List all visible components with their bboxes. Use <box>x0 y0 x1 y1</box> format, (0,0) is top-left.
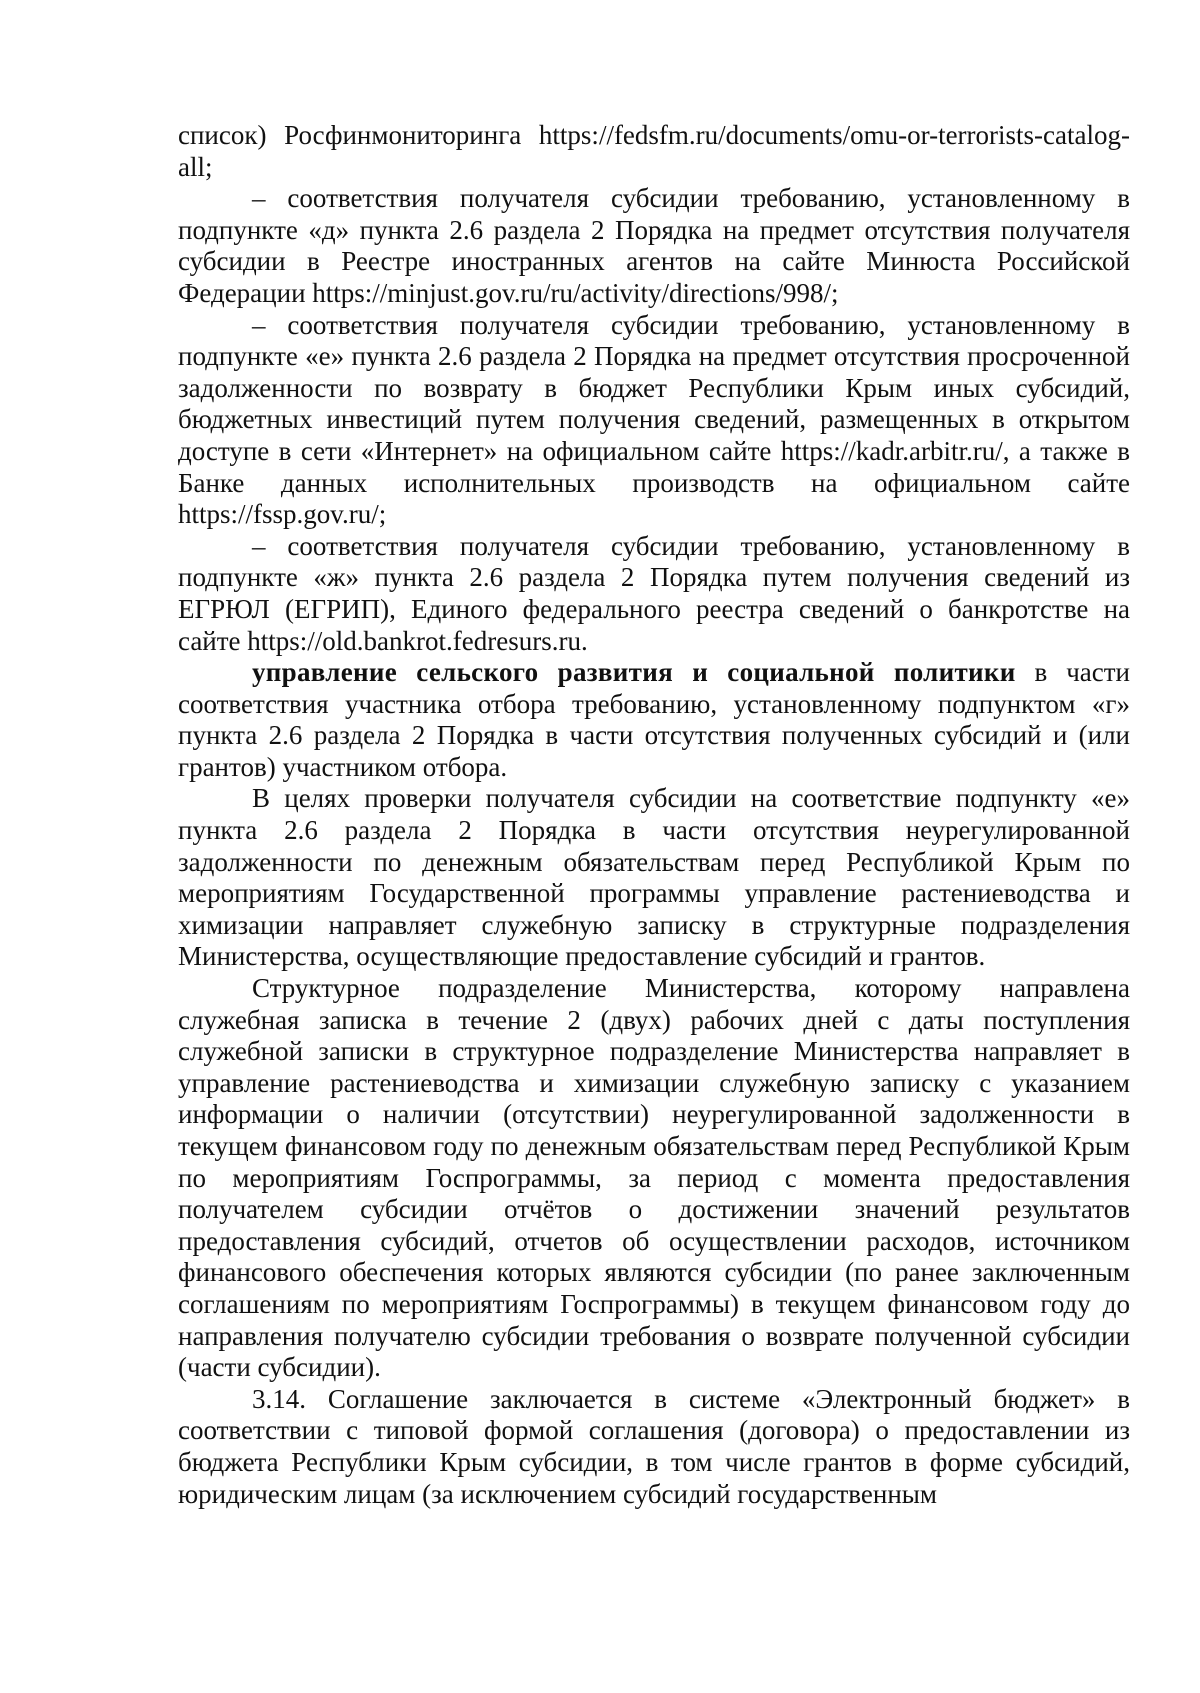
check-paragraph: В целях проверки получателя субсидии на соответствие подпункту «е» пункта 2.6 раздела 2 Порядка в части отсутствия неурегулированной задолженности по денежным обязательствам перед Республикой Крым по мероприятиям Государственной программы управление растениеводства и химизации направляет служебную записку в структурные подразделения Министерства, осуществляющие предоставление субсидий и грантов. <box>178 783 1130 972</box>
document-page <box>178 120 1130 1510</box>
department-name: управление сельского развития и социальной политики <box>252 657 1016 688</box>
structural-unit-paragraph: Структурное подразделение Министерства, которому направлена служебная записка в течение 2 (двух) рабочих дней с даты поступления служебной записки в структурное подразделение Министерства направляет в управление растениеводства и химизации служебную записку с указанием информации о наличии (отсутствии) неурегулированной задолженности в текущем финансовом году по денежным обязательствам перед Республикой Крым по мероприятиям Госпрограммы, за период с момента предоставления получателем субсидии отчётов о достижении значений результатов предоставления субсидий, отчетов об осуществлении расходов, источником финансового обеспечения которых являются субсидии (по ранее заключенным соглашениям по мероприятиям Госпрограммы) в текущем финансовом году до направления получателю субсидии требования о возврате полученной субсидии (части субсидии). <box>178 973 1130 1383</box>
continuation-text: список) Росфинмониторинга https://fedsfm.ru/documents/omu-or-terrorists-catalog-all; <box>178 120 1130 182</box>
clause-3-14-paragraph: 3.14. Соглашение заключается в системе «Электронный бюджет» в соответствии с типовой формой соглашения (договора) о предоставлении из бюджета Республики Крым субсидии, в том числе грантов в форме субсидий, юридическим лицам (за исключением субсидий государственным <box>178 1383 1130 1509</box>
requirement-item-e: – соответствия получателя субсидии требованию, установленному в подпункте «е» пункта 2.6 раздела 2 Порядка на предмет отсутствия просроченной задолженности по возврату в бюджет Республики Крым иных субсидий, бюджетных инвестиций путем получения сведений, размещенных в открытом доступе в сети «Интернет» на официальном сайте https://kadr.arbitr.ru/, а также в Банке данных исполнительных производств на официальном сайте https://fssp.gov.ru/; <box>178 309 1130 530</box>
department-text: в части соответствия участника отбора требованию, установленному подпунктом «г» пункта 2.6 раздела 2 Порядка в части отсутствия полученных субсидий и (или грантов) участником отбора. <box>178 657 1130 782</box>
department-paragraph <box>178 657 1130 783</box>
requirement-item-d: – соответствия получателя субсидии требованию, установленному в подпункте «д» пункта 2.6 раздела 2 Порядка на предмет отсутствия получателя субсидии в Реестре иностранных агентов на сайте Минюста Российской Федерации https://minjust.gov.ru/ru/activity/directions/998/; <box>178 183 1130 308</box>
requirement-item-zh: – соответствия получателя субсидии требованию, установленному в подпункте «ж» пункта 2.6 раздела 2 Порядка путем получения сведений из ЕГРЮЛ (ЕГРИП), Единого федерального реестра сведений о банкротстве на сайте https://old.bankrot.fedresurs.ru. <box>178 530 1130 656</box>
